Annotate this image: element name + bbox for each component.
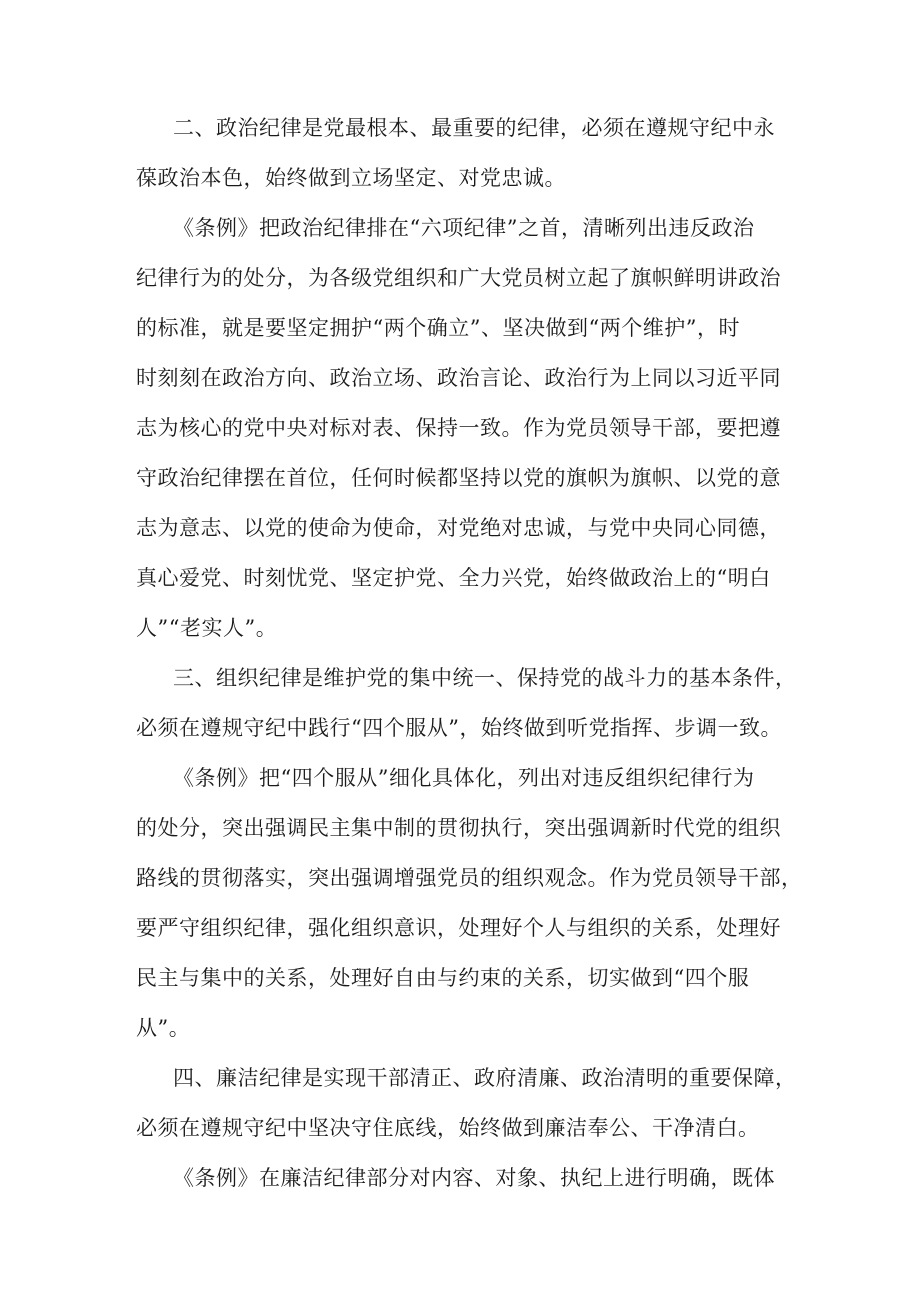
text-line: 志为意志、以党的使命为使命，对党绝对忠诚，与党中央同心同德， <box>136 516 781 540</box>
text-line: 葆政治本色，始终做到立场坚定、对党忠诚。 <box>136 166 566 190</box>
text-line: 从”。 <box>136 1016 191 1040</box>
text-line: 志为核心的党中央对标对表、保持一致。作为党员领导干部，要把遵 <box>136 416 781 440</box>
text-line: 四、廉洁纪律是实现干部清正、政府清廉、政治清明的重要保障， <box>173 1066 797 1090</box>
text-line: 二、政治纪律是党最根本、最重要的纪律，必须在遵规守纪中永 <box>173 116 775 140</box>
text-line: 真心爱党、时刻忧党、坚定护党、全力兴党，始终做政治上的“明白 <box>136 566 771 590</box>
text-line: 纪律行为的处分，为各级党组织和广大党员树立起了旗帜鲜明讲政治 <box>136 266 781 290</box>
text-line: 要严守组织纪律，强化组织意识，处理好个人与组织的关系，处理好 <box>136 916 781 940</box>
text-line: 守政治纪律摆在首位，任何时候都坚持以党的旗帜为旗帜、以党的意 <box>136 466 781 490</box>
text-line: 民主与集中的关系，处理好自由与约束的关系，切实做到“四个服 <box>136 966 750 990</box>
text-line: 《条例》把“四个服从”细化具体化，列出对违反组织纪律行为 <box>173 766 755 790</box>
text-line: 人”“老实人”。 <box>136 616 278 640</box>
text-line: 的处分，突出强调民主集中制的贯彻执行，突出强调新时代党的组织 <box>136 816 781 840</box>
text-line: 的标准，就是要坚定拥护“两个确立”、坚决做到“两个维护”，时 <box>136 316 740 340</box>
text-line: 《条例》在廉洁纪律部分对内容、对象、执纪上进行明确，既体 <box>173 1166 775 1190</box>
text-line: 《条例》把政治纪律排在“六项纪律”之首，清晰列出违反政治 <box>173 216 755 240</box>
text-line: 三、组织纪律是维护党的集中统一、保持党的战斗力的基本条件， <box>173 666 797 690</box>
text-line: 必须在遵规守纪中践行“四个服从”，始终做到听党指挥、步调一致。 <box>136 716 782 740</box>
text-line: 路线的贯彻落实，突出强调增强党员的组织观念。作为党员领导干部， <box>136 866 803 890</box>
text-line: 必须在遵规守纪中坚决守住底线，始终做到廉洁奉公、干净清白。 <box>136 1116 760 1140</box>
text-line: 时刻刻在政治方向、政治立场、政治言论、政治行为上同以习近平同 <box>136 366 781 390</box>
